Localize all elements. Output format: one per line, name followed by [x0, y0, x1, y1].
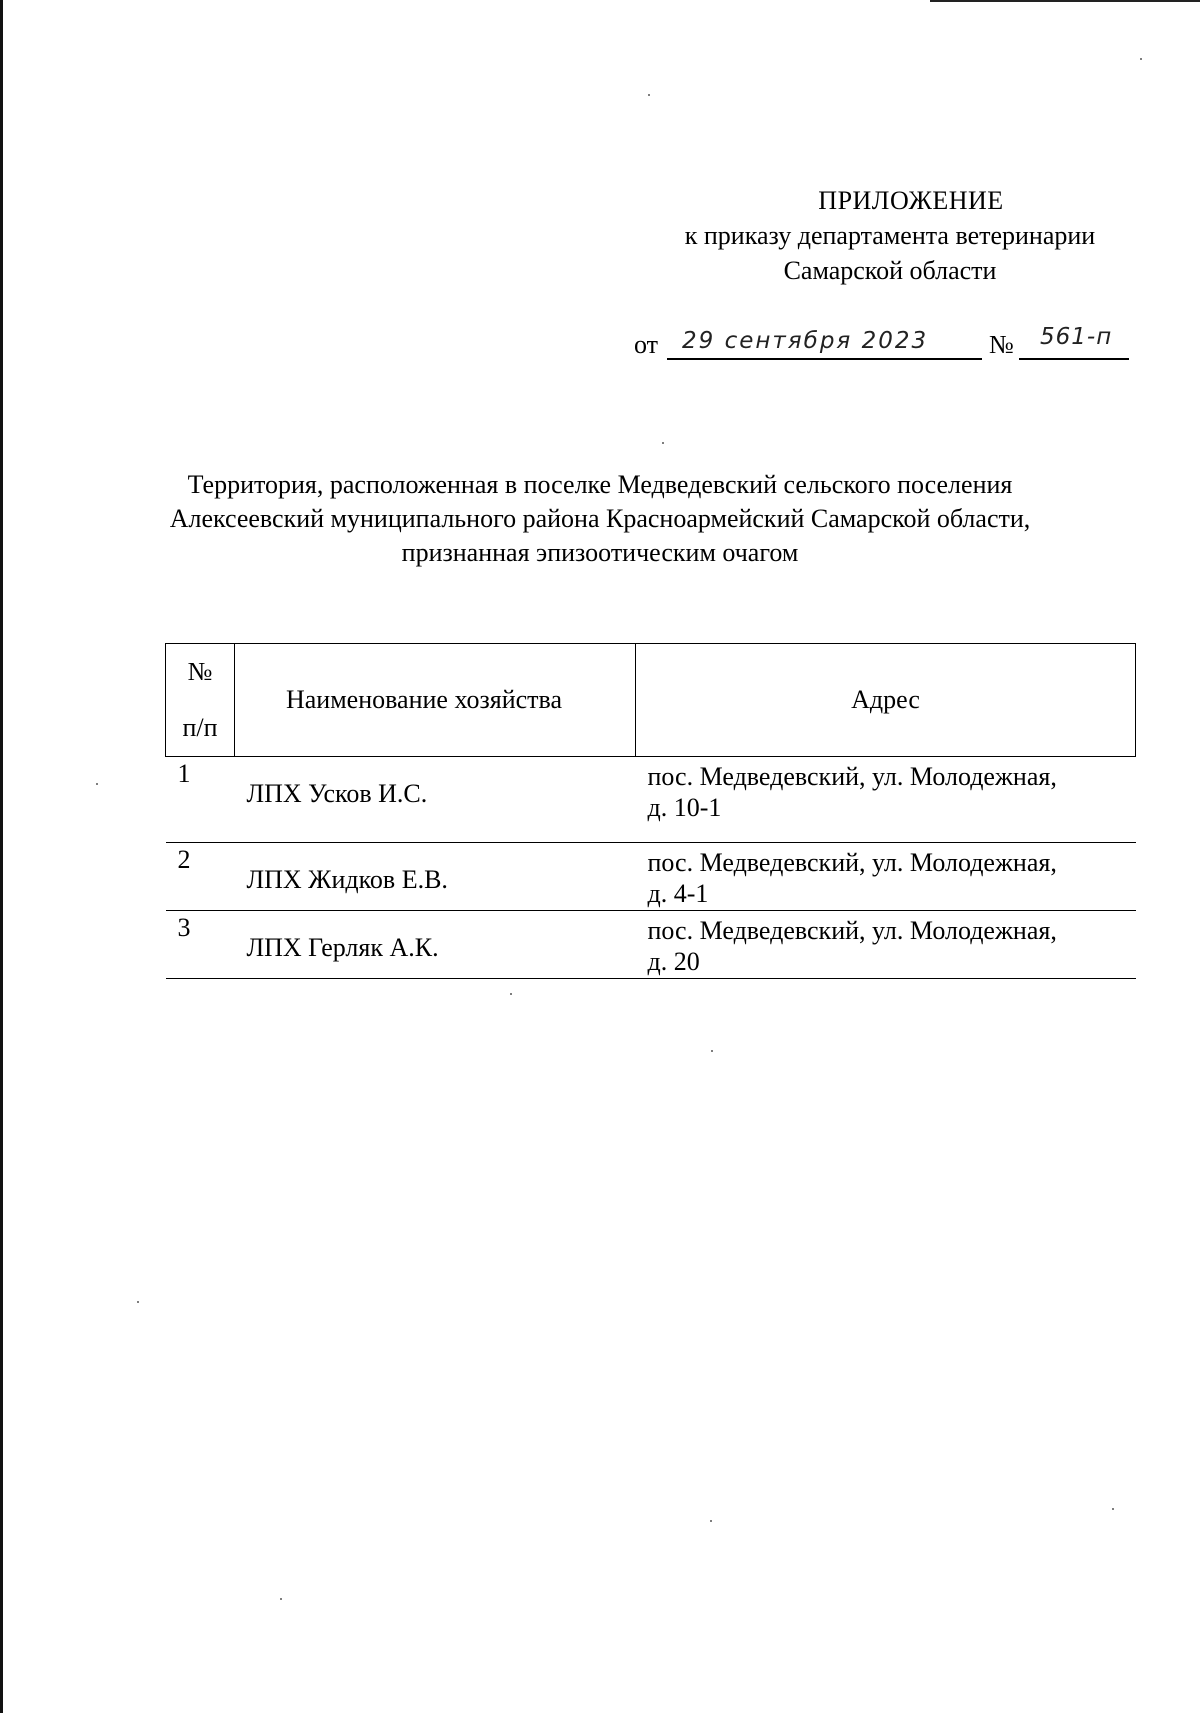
scan-left-edge: [0, 0, 3, 1713]
scan-speck: [510, 993, 512, 995]
scan-speck: [137, 1301, 139, 1303]
scan-speck: [1140, 58, 1142, 60]
row-address: [636, 843, 1136, 911]
row-farm-name: ЛПХ Жидков Е.В.: [235, 843, 636, 911]
row-address: [636, 911, 1136, 979]
row-address: [636, 757, 1136, 843]
order-number-handwritten: 561-п: [1040, 324, 1113, 350]
row-farm-name: ЛПХ Герляк А.К.: [235, 911, 636, 979]
row-address-line-2: д. 4-1: [647, 879, 709, 908]
scan-speck: [662, 442, 664, 444]
row-address-line-1: пос. Медведевский, ул. Молодежная,: [647, 848, 1057, 877]
header-address: Адрес: [636, 644, 1136, 757]
appendix-line-region: Самарской области: [783, 256, 997, 285]
order-reference: [634, 324, 1134, 364]
scan-speck: [711, 1050, 713, 1052]
row-number: 3: [166, 911, 235, 979]
document-heading: [150, 468, 1050, 570]
appendix-title: ПРИЛОЖЕНИЕ: [818, 186, 1004, 215]
row-number: 2: [166, 843, 235, 911]
scan-speck: [96, 783, 98, 785]
scan-top-edge: [930, 0, 1200, 2]
farms-table: [165, 643, 1136, 979]
order-number-underline: [1019, 358, 1129, 360]
appendix-line-order: к приказу департамента ветеринарии: [684, 221, 1096, 250]
table-header-row: [166, 644, 1136, 757]
heading-line-2: Алексеевский муниципального района Красноармейский Самарской области,: [169, 504, 1031, 533]
row-address-line-2: д. 20: [647, 947, 700, 976]
farms-table-container: [165, 643, 1135, 979]
row-address-line-1: пос. Медведевский, ул. Молодежная,: [647, 762, 1057, 791]
row-address-line-1: пос. Медведевский, ул. Молодежная,: [647, 916, 1057, 945]
header-number-symbol: №: [187, 657, 213, 686]
row-number: 1: [166, 757, 235, 843]
header-farm-name: Наименование хозяйства: [235, 644, 636, 757]
heading-line-3: признанная эпизоотическим очагом: [401, 538, 799, 567]
scan-speck: [710, 1520, 712, 1522]
row-farm-name: ЛПХ Усков И.С.: [235, 757, 636, 843]
appendix-header: [650, 183, 1130, 288]
table-row: [166, 843, 1136, 911]
order-date-underline: [667, 358, 982, 360]
header-number-abbrev: п/п: [182, 713, 218, 742]
order-from-label: от: [634, 330, 659, 359]
scan-speck: [280, 1598, 282, 1600]
table-row: [166, 911, 1136, 979]
scan-speck: [648, 94, 650, 96]
order-date-handwritten: 29 сентября 2023: [682, 328, 929, 354]
order-number-label: №: [989, 330, 1014, 359]
header-number: [166, 644, 235, 757]
row-address-line-2: д. 10-1: [647, 793, 722, 822]
heading-line-1: Территория, расположенная в поселке Медведевский сельского поселения: [187, 470, 1013, 499]
table-row: [166, 757, 1136, 843]
scan-speck: [1112, 1508, 1114, 1510]
